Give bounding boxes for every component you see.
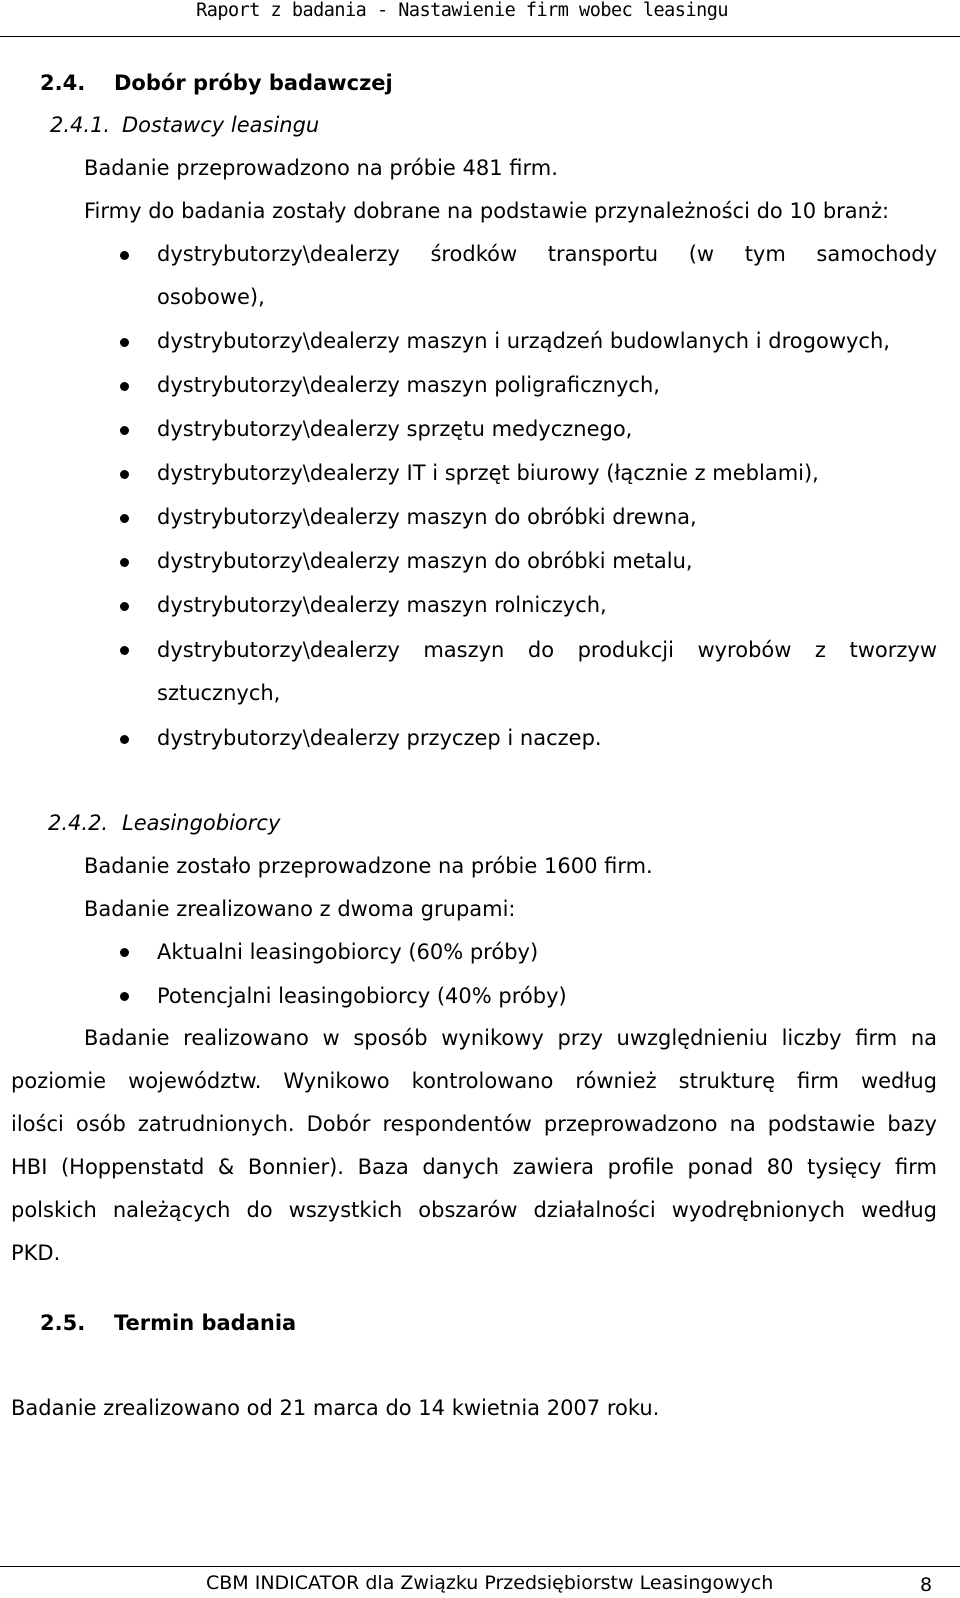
bullet-icon bbox=[120, 735, 129, 744]
subsection-title: Dostawcy leasingu bbox=[122, 113, 320, 137]
bullet-icon bbox=[120, 602, 129, 611]
paragraph-line: Badanie realizowano w sposób wynikowy przy uwzględnieniu liczby firm na bbox=[84, 1026, 937, 1050]
intro-text: Badanie zrealizowano z dwoma grupami: bbox=[84, 897, 516, 921]
list-item: dystrybutorzy\dealerzy maszyn poligraficznych, bbox=[157, 373, 660, 397]
list-item: dystrybutorzy\dealerzy sprzętu medycznego, bbox=[157, 417, 633, 441]
list-item: dystrybutorzy\dealerzy maszyn i urządzeń budowlanych i drogowych, bbox=[157, 329, 890, 353]
section-number: 2.5. bbox=[40, 1311, 86, 1335]
list-item: dystrybutorzy\dealerzy IT i sprzęt biurowy (łącznie z meblami), bbox=[157, 461, 819, 485]
paragraph-line: ilości osób zatrudnionych. Dobór respondentów przeprowadzono na podstawie bazy bbox=[11, 1112, 937, 1136]
bullet-icon bbox=[120, 382, 129, 391]
list-item: dystrybutorzy\dealerzy maszyn do obróbki drewna, bbox=[157, 505, 697, 529]
bullet-icon bbox=[120, 470, 129, 479]
bullet-icon bbox=[120, 251, 129, 260]
page-header bbox=[0, 0, 960, 37]
bullet-icon bbox=[120, 646, 129, 655]
list-item: dystrybutorzy\dealerzy maszyn do obróbki metalu, bbox=[157, 549, 693, 573]
list-item: Aktualni leasingobiorcy (60% próby) bbox=[157, 940, 539, 964]
header-title: Raport z badania - Nastawienie firm wobec leasingu bbox=[196, 0, 728, 21]
bullet-icon bbox=[120, 558, 129, 567]
list-item-line-2: sztucznych, bbox=[157, 681, 281, 705]
subsection-title: Leasingobiorcy bbox=[122, 811, 281, 835]
section-title: Termin badania bbox=[114, 1311, 297, 1335]
list-item bbox=[157, 233, 937, 319]
page-footer bbox=[0, 1566, 960, 1598]
page-number: 8 bbox=[920, 1574, 933, 1596]
bullet-icon bbox=[120, 948, 129, 957]
subsection-number: 2.4.2. bbox=[48, 811, 109, 835]
list-item-line-2: osobowe), bbox=[157, 285, 265, 309]
methodology-paragraph bbox=[11, 1017, 937, 1275]
bullet-icon bbox=[120, 992, 129, 1001]
section-title: Dobór próby badawczej bbox=[114, 71, 393, 95]
bullet-icon bbox=[120, 338, 129, 347]
sample-text: Badanie przeprowadzono na próbie 481 firm. bbox=[84, 156, 558, 180]
list-item bbox=[157, 629, 937, 715]
paragraph-line: poziomie województw. Wynikowo kontrolowano również strukturę firm według bbox=[11, 1069, 937, 1093]
subsection-number: 2.4.1. bbox=[50, 113, 111, 137]
list-item-line-1: dystrybutorzy\dealerzy środków transportu (w tym samochody bbox=[157, 242, 937, 266]
list-item: dystrybutorzy\dealerzy maszyn rolniczych, bbox=[157, 593, 607, 617]
list-item: Potencjalni leasingobiorcy (40% próby) bbox=[157, 984, 567, 1008]
section-number: 2.4. bbox=[40, 71, 86, 95]
footer-text: CBM INDICATOR dla Związku Przedsiębiorstw Leasingowych bbox=[206, 1572, 774, 1594]
intro-text: Firmy do badania zostały dobrane na podstawie przynależności do 10 branż: bbox=[84, 199, 890, 223]
bullet-icon bbox=[120, 426, 129, 435]
paragraph-line: PKD. bbox=[11, 1241, 61, 1265]
bullet-icon bbox=[120, 514, 129, 523]
sample-text: Badanie zostało przeprowadzone na próbie 1600 firm. bbox=[84, 854, 653, 878]
date-text: Badanie zrealizowano od 21 marca do 14 kwietnia 2007 roku. bbox=[11, 1396, 660, 1420]
paragraph-line: polskich należących do wszystkich obszarów działalności wyodrębnionych według bbox=[11, 1198, 937, 1222]
list-item-line-1: dystrybutorzy\dealerzy maszyn do produkcji wyrobów z tworzyw bbox=[157, 638, 937, 662]
list-item: dystrybutorzy\dealerzy przyczep i naczep. bbox=[157, 726, 602, 750]
paragraph-line: HBI (Hoppenstatd & Bonnier). Baza danych zawiera profile ponad 80 tysięcy firm bbox=[11, 1155, 937, 1179]
